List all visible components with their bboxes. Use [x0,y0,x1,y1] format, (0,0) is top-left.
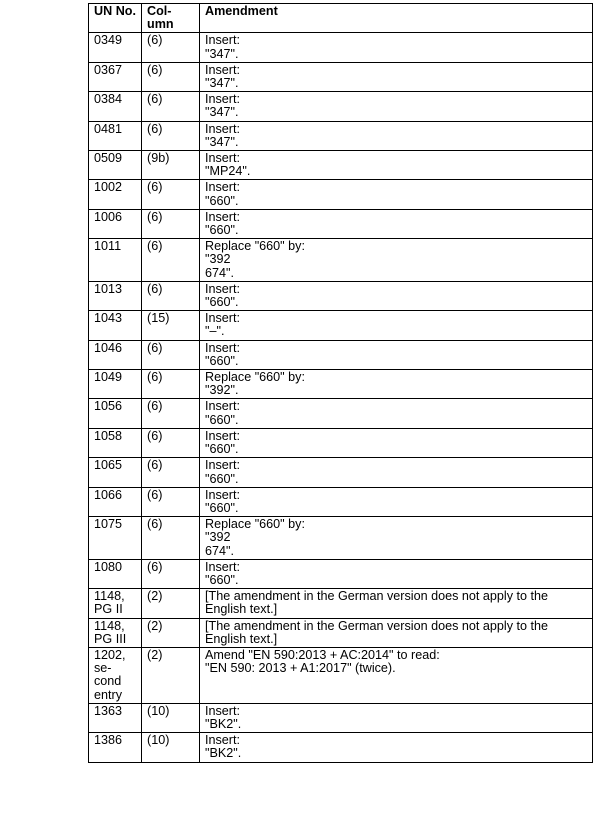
un-number-cell: 1013 [89,281,142,310]
amendment-cell [200,487,593,516]
amendment-cell [200,311,593,340]
amendment-line: 674". [205,265,234,280]
amendment-cell [200,340,593,369]
amendment-line: Insert: [205,33,240,48]
amendment-line: 674". [205,543,234,558]
table-row [89,151,593,180]
amendment-line: "392 [205,252,231,267]
amendment-cell [200,209,593,238]
amendment-line: "–". [205,324,225,339]
amendment-line: Insert: [205,281,240,296]
column-cell: (6) [142,458,200,487]
un-number-cell: 1006 [89,209,142,238]
table-row [89,340,593,369]
header-un-no: UN No. [89,4,142,33]
header-amendment: Amendment [200,4,593,33]
amendment-cell [200,62,593,91]
un-number-cell: 1049 [89,370,142,399]
amendment-line: Insert: [205,487,240,502]
table-row [89,399,593,428]
amendment-cell [200,399,593,428]
amendment-line: "347". [205,105,239,120]
un-number-cell: 1148, PG II [89,589,142,618]
table-row [89,559,593,588]
amendment-line: Replace "660" by: [205,517,305,532]
column-cell: (6) [142,399,200,428]
amendment-line: "BK2". [205,716,242,731]
un-number-cell: 1202, se-cond entry [89,647,142,703]
un-number-cell: 1363 [89,703,142,732]
table-row [89,239,593,282]
header-column: Col-umn [142,4,200,33]
column-cell: (6) [142,370,200,399]
table-row [89,647,593,703]
un-number-cell: 0367 [89,62,142,91]
table-row [89,458,593,487]
amendment-cell [200,151,593,180]
amendment-line: Insert: [205,458,240,473]
table-body [89,33,593,762]
column-cell: (6) [142,340,200,369]
un-number-cell: 1011 [89,239,142,282]
amendment-line: Insert: [205,121,240,136]
column-cell: (6) [142,487,200,516]
amendment-cell [200,559,593,588]
amendment-cell [200,428,593,457]
amendment-line: Amend "EN 590:2013 + AC:2014" to read: [205,647,440,662]
table-row [89,180,593,209]
amendment-line: "347". [205,46,239,61]
amendment-line: "660". [205,353,239,368]
amendment-line: Insert: [205,703,240,718]
amendment-cell [200,33,593,62]
table-header [89,4,593,33]
column-cell: (2) [142,647,200,703]
un-number-cell: 0509 [89,151,142,180]
header-row [89,4,593,33]
un-number-cell: 1066 [89,487,142,516]
amendment-cell [200,370,593,399]
amendment-line: Insert: [205,559,240,574]
amendment-line: "660". [205,295,239,310]
un-number-cell: 0349 [89,33,142,62]
amendment-cell [200,458,593,487]
un-number-cell: 1148, PG III [89,618,142,647]
un-number-cell: 1065 [89,458,142,487]
column-cell: (6) [142,33,200,62]
amendment-line: "660". [205,412,239,427]
amendment-line: Insert: [205,311,240,326]
table-row [89,370,593,399]
amendment-line: "660". [205,572,239,587]
table-row [89,618,593,647]
table-row [89,428,593,457]
amendment-cell [200,121,593,150]
amendment-line: "660". [205,500,239,515]
un-number-cell: 1002 [89,180,142,209]
amendment-line: "347". [205,76,239,91]
amendment-line: Insert: [205,399,240,414]
amendment-line: "660". [205,193,239,208]
amendment-line: "MP24". [205,164,251,179]
column-cell: (6) [142,209,200,238]
un-number-cell: 1046 [89,340,142,369]
column-cell: (6) [142,559,200,588]
table-row [89,311,593,340]
amendment-line: "392". [205,383,239,398]
amendment-line: Insert: [205,92,240,107]
table-row [89,517,593,560]
amendment-line: Replace "660" by: [205,370,305,385]
amendment-line: Insert: [205,180,240,195]
column-cell: (10) [142,703,200,732]
amendment-line: Insert: [205,428,240,443]
amendment-cell [200,239,593,282]
amendment-line: "BK2". [205,746,242,761]
amendment-cell [200,703,593,732]
column-cell: (6) [142,121,200,150]
amendment-line: "660". [205,471,239,486]
amendment-line: "660". [205,223,239,238]
amendment-line: Insert: [205,62,240,77]
amendment-line: Replace "660" by: [205,239,305,254]
column-cell: (6) [142,428,200,457]
un-number-cell: 1056 [89,399,142,428]
amendment-line: "347". [205,134,239,149]
column-cell: (6) [142,517,200,560]
un-number-cell: 1043 [89,311,142,340]
column-cell: (9b) [142,151,200,180]
table-row [89,703,593,732]
un-number-cell: 1386 [89,733,142,762]
column-cell: (6) [142,239,200,282]
amendment-line: Insert: [205,733,240,748]
un-number-cell: 0384 [89,92,142,121]
table-row [89,281,593,310]
table-row [89,121,593,150]
amendment-cell [200,180,593,209]
amendment-line: Insert: [205,340,240,355]
table-row [89,209,593,238]
un-number-cell: 0481 [89,121,142,150]
amendment-line: Insert: [205,151,240,166]
table-row [89,33,593,62]
table-row [89,487,593,516]
amendment-cell [200,517,593,560]
column-cell: (6) [142,281,200,310]
table-row [89,589,593,618]
column-cell: (2) [142,589,200,618]
amendment-line: "660". [205,442,239,457]
amendment-line: "392 [205,530,231,545]
amendment-cell [200,733,593,762]
amendment-cell [200,92,593,121]
column-cell: (6) [142,180,200,209]
amendment-line: "EN 590: 2013 + A1:2017" (twice). [205,661,396,676]
un-number-cell: 1058 [89,428,142,457]
table-row [89,733,593,762]
column-cell: (6) [142,92,200,121]
amendment-cell [200,281,593,310]
amendments-table [88,3,593,763]
amendment-cell: [The amendment in the German version does not apply to the English text.] [200,618,593,647]
amendment-cell [200,647,593,703]
amendment-line: Insert: [205,209,240,224]
amendment-cell: [The amendment in the German version does not apply to the English text.] [200,589,593,618]
column-cell: (10) [142,733,200,762]
table-row [89,62,593,91]
table-row [89,92,593,121]
un-number-cell: 1080 [89,559,142,588]
column-cell: (2) [142,618,200,647]
un-number-cell: 1075 [89,517,142,560]
column-cell: (15) [142,311,200,340]
column-cell: (6) [142,62,200,91]
